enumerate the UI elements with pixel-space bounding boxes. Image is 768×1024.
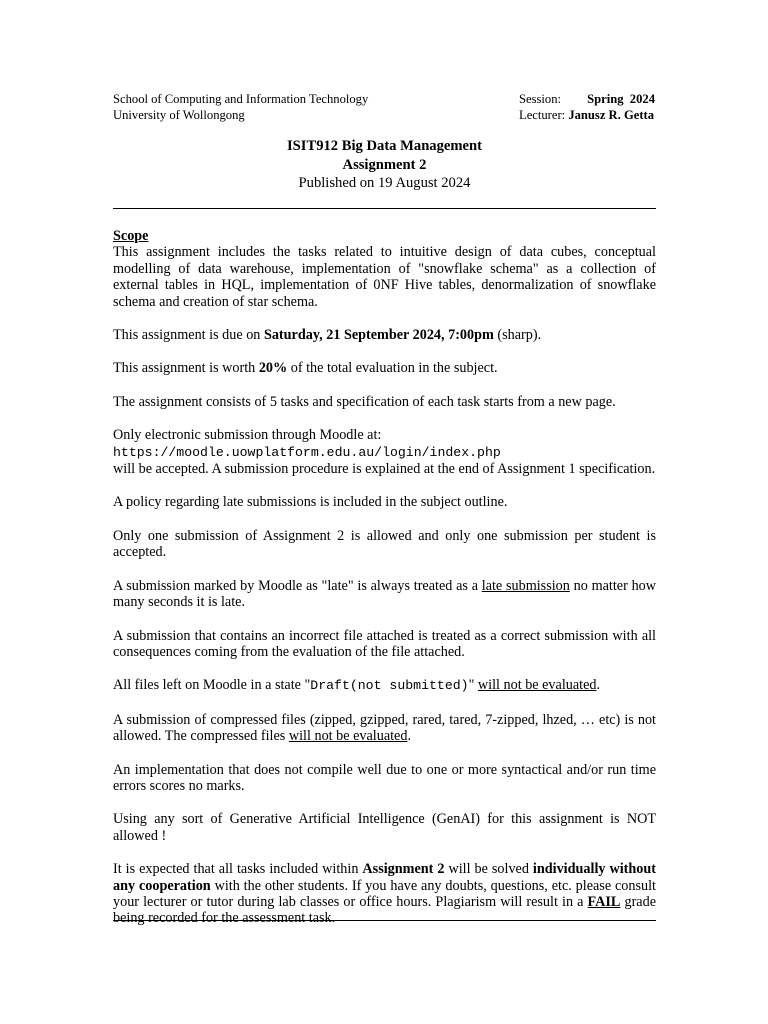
session-value: Spring 2024 [587,92,655,106]
fail-grade: FAIL [587,893,621,910]
draft-code: Draft(not submitted) [310,678,469,694]
draft-not-evaluated: will not be evaluated [477,677,597,694]
due-paragraph [113,327,656,343]
individual-p1: It is expected that all tasks included within [113,861,363,878]
document-body [113,228,656,927]
compressed-post: . [407,728,411,745]
draft-paragraph [113,677,656,694]
scope-text: This assignment includes the tasks related to intuitive design of data cubes, conceptual modelling of data warehouse, implementation of "snowflake schema" as a collection of external tables in HQL, implementation of 0NF Hive tables, denormalization of snowflake schema and creation of star schema. [113,244,656,310]
individual-p3: with the other students. If you have any doubts, questions, etc. please consult your lecturer or tutor during lab classes or office hours. Plagiarism will result in a [113,877,656,910]
late-submission-underlined: late submission [481,577,570,594]
header-left [113,92,368,123]
late-marked-paragraph [113,578,656,611]
late-policy-paragraph: A policy regarding late submissions is included in the subject outline. [113,494,508,511]
due-pre: This assignment is due on [113,327,264,344]
bottom-divider [113,920,656,921]
draft-mid: " [468,677,478,694]
due-date: Saturday, 21 September 2024, 7:00pm [263,327,494,344]
university-name: University of Wollongong [113,107,245,122]
worth-paragraph [113,360,656,376]
genai-paragraph: Using any sort of Generative Artificial Intelligence (GenAI) for this assignment is NOT allowed ! [113,811,656,844]
course-title: ISIT912 Big Data Management [287,138,482,154]
published-date: Published on 19 August 2024 [298,175,471,191]
lecturer-label: Lecturer: [519,107,566,122]
submission-paragraph [113,427,656,477]
lecturer-row [519,108,655,124]
moodle-url[interactable]: https://moodle.uowplatform.edu.au/login/index.php [113,444,501,460]
draft-post: . [596,677,601,694]
individual-b1: Assignment 2 [362,861,445,878]
compressed-paragraph [113,712,656,745]
individual-p2: will be solved [444,861,533,878]
compressed-pre: A submission of compressed files (zipped, gzipped, rared, tared, 7-zipped, lhzed, … etc) is not allowed. The compressed files [113,711,656,745]
late-pre: A submission marked by Moodle as "late" is always treated as a [113,577,482,594]
incorrect-file-paragraph: A submission that contains an incorrect file attached is treated as a correct submission with all consequences coming from the evaluation of the file attached. [113,627,656,660]
tasks-paragraph: The assignment consists of 5 tasks and specification of each task starts from a new page. [113,393,616,410]
title-block [113,137,656,193]
compile-paragraph: An implementation that does not compile well due to one or more syntactical and/or run time errors scores no marks. [113,761,656,794]
scope-heading: Scope [113,228,149,244]
session-row [519,92,655,108]
draft-pre: All files left on Moodle in a state " [113,677,311,694]
submission-line1: Only electronic submission through Moodle at: [113,427,382,444]
compressed-not-evaluated: will not be evaluated [288,728,408,745]
submission-line3: will be accepted. A submission procedure is explained at the end of Assignment 1 specification. [113,461,656,478]
top-divider [113,208,656,209]
scope-section [113,228,656,310]
one-submission-paragraph: Only one submission of Assignment 2 is allowed and only one submission per student is accepted. [113,527,656,561]
worth-pre: This assignment is worth [113,360,259,377]
worth-percent: 20% [258,360,288,377]
late-post: no matter how many seconds it is late. [113,577,656,611]
session-label: Session: [519,92,561,106]
due-post: (sharp). [493,327,542,344]
assignment-title: Assignment 2 [342,156,427,173]
worth-post: of the total evaluation in the subject. [287,360,498,377]
lecturer-value: Janusz R. Getta [568,107,655,122]
school-name: School of Computing and Information Technology [113,92,369,106]
individual-p4: grade being recorded for the assessment task. [113,893,656,927]
individual-b2: individually without any cooperation [113,861,656,894]
header-right [519,92,655,123]
individual-paragraph [113,861,656,927]
